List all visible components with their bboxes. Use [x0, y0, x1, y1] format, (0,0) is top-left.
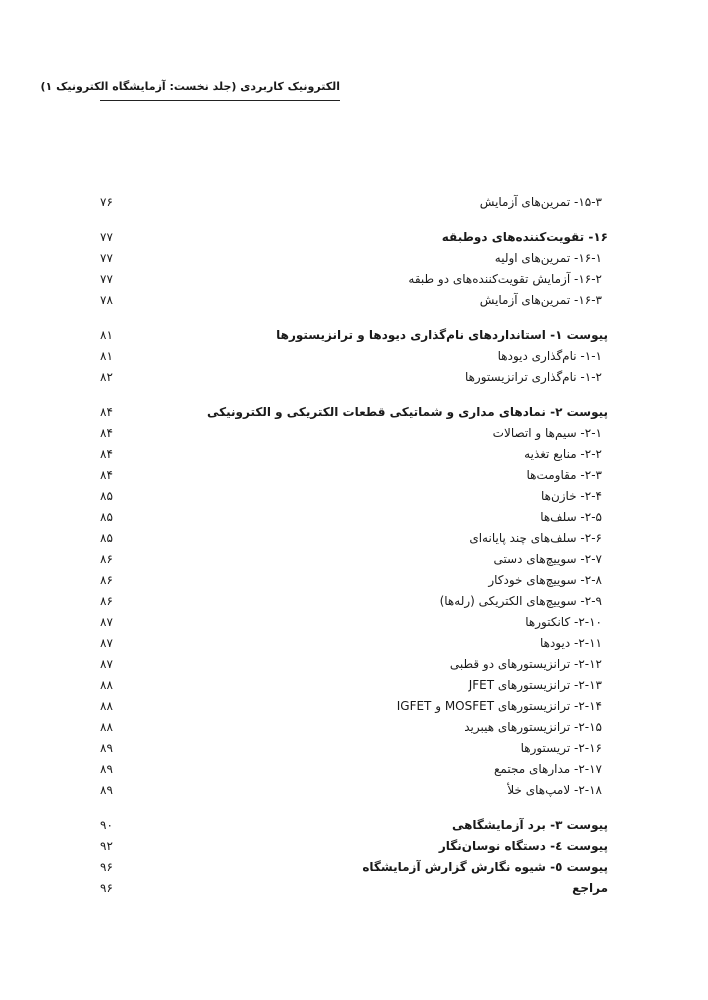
- toc-page-number: ۸۴: [100, 426, 113, 440]
- toc-section-row: [100, 227, 608, 248]
- table-of-contents: [100, 192, 608, 899]
- toc-section-row: [100, 815, 608, 836]
- toc-section-row: [100, 878, 608, 899]
- toc-entry-title: ۲-۸- سوییچ‌های خودکار: [488, 573, 602, 587]
- toc-page-number: ۸۹: [100, 762, 113, 776]
- toc-entry-title: ۲-۱۰- کانکتورها: [525, 615, 602, 629]
- toc-entry-title: مراجع: [572, 881, 608, 895]
- toc-entry-row: [100, 367, 608, 388]
- toc-entry-row: [100, 444, 608, 465]
- toc-section-row: [100, 402, 608, 423]
- toc-entry-row: [100, 780, 608, 801]
- toc-page-number: ۹۰: [100, 818, 113, 832]
- toc-entry-row: [100, 192, 608, 213]
- toc-entry-row: [100, 633, 608, 654]
- toc-page-number: ۸۴: [100, 405, 113, 419]
- toc-entry-row: [100, 269, 608, 290]
- toc-page-number: ۹۲: [100, 839, 113, 853]
- toc-entry-row: [100, 486, 608, 507]
- toc-entry-row: [100, 570, 608, 591]
- toc-entry-row: [100, 717, 608, 738]
- toc-page-number: ۸۶: [100, 594, 113, 608]
- toc-page-number: ۸۸: [100, 699, 113, 713]
- toc-page-number: ۸۲: [100, 370, 113, 384]
- toc-entry-title: ۲-۳- مقاومت‌ها: [526, 468, 602, 482]
- toc-entry-title: ۲-۱۷- مدارهای مجتمع: [494, 762, 602, 776]
- toc-entry-title: ۱۶-۱- تمرین‌های اولیه: [494, 251, 602, 265]
- toc-page-number: ۹۶: [100, 881, 113, 895]
- toc-section-row: [100, 836, 608, 857]
- toc-entry-row: [100, 465, 608, 486]
- toc-entry-title: پیوست ۲- نمادهای مداری و شماتیکی قطعات الکتریکی و الکترونیکی: [207, 405, 608, 419]
- toc-page-number: ۹۶: [100, 860, 113, 874]
- toc-entry-title: ۲-۶- سلف‌های چند پایانه‌ای: [469, 531, 602, 545]
- toc-entry-row: [100, 346, 608, 367]
- toc-page-number: ۸۹: [100, 741, 113, 755]
- toc-page-number: ۸۸: [100, 720, 113, 734]
- toc-page-number: ۸۷: [100, 657, 113, 671]
- toc-entry-title: ۱۶-۳- تمرین‌های آزمایش: [479, 293, 602, 307]
- toc-entry-title: ۲-۱۴- ترانزیستورهای MOSFET و IGFET: [396, 699, 602, 713]
- toc-entry-title: ۲-۱۵- ترانزیستورهای هیبرید: [464, 720, 602, 734]
- toc-page-number: ۸۷: [100, 636, 113, 650]
- toc-entry-row: [100, 738, 608, 759]
- toc-entry-title: ۱۶- تقویت‌کننده‌های دوطبقه: [441, 230, 608, 244]
- toc-entry-title: ۲-۱۲- ترانزیستورهای دو قطبی: [449, 657, 602, 671]
- toc-entry-row: [100, 759, 608, 780]
- toc-entry-title: ۲-۱۳- ترانزیستورهای JFET: [468, 678, 602, 692]
- toc-page-number: ۷۷: [100, 251, 113, 265]
- toc-section-row: [100, 857, 608, 878]
- toc-entry-title: ۲-۹- سوییچ‌های الکتریکی (رله‌ها): [439, 594, 602, 608]
- toc-entry-row: [100, 507, 608, 528]
- toc-page-number: ۷۸: [100, 293, 113, 307]
- toc-page-number: ۸۱: [100, 349, 113, 363]
- toc-page-number: ۸۵: [100, 531, 113, 545]
- toc-entry-row: [100, 675, 608, 696]
- toc-entry-row: [100, 696, 608, 717]
- toc-page-number: ۸۵: [100, 489, 113, 503]
- toc-page-number: ۸۷: [100, 615, 113, 629]
- toc-page-number: ۷۷: [100, 272, 113, 286]
- toc-page-number: ۷۷: [100, 230, 113, 244]
- toc-entry-row: [100, 290, 608, 311]
- running-header: الکترونیک کاربردی (جلد نخست: آزمایشگاه الکترونیک ۱): [40, 80, 340, 93]
- toc-entry-title: ۲-۱- سیم‌ها و اتصالات: [492, 426, 602, 440]
- toc-page-number: ۷۶: [100, 195, 113, 209]
- toc-page-number: ۸۴: [100, 447, 113, 461]
- toc-page-number: ۸۸: [100, 678, 113, 692]
- toc-entry-row: [100, 654, 608, 675]
- toc-entry-title: ۲-۱۸- لامپ‌های خلأ: [507, 783, 602, 797]
- toc-page-number: ۸۶: [100, 573, 113, 587]
- toc-entry-title: ۱-۱- نام‌گذاری دیودها: [497, 349, 602, 363]
- toc-page-number: ۸۹: [100, 783, 113, 797]
- toc-entry-row: [100, 612, 608, 633]
- toc-entry-title: ۲-۵- سلف‌ها: [540, 510, 602, 524]
- toc-entry-row: [100, 248, 608, 269]
- header-rule: [100, 100, 340, 101]
- toc-page-number: ۸۵: [100, 510, 113, 524]
- toc-entry-title: ۱-۲- نام‌گذاری ترانزیستورها: [464, 370, 602, 384]
- toc-page-number: ۸۱: [100, 328, 113, 342]
- toc-entry-title: پیوست ٤- دستگاه نوسان‌نگار: [438, 839, 608, 853]
- toc-entry-title: ۲-۷- سوییچ‌های دستی: [493, 552, 602, 566]
- toc-entry-row: [100, 549, 608, 570]
- toc-entry-title: ۲-۱۶- تریستورها: [520, 741, 602, 755]
- toc-section-row: [100, 325, 608, 346]
- toc-entry-title: ۲-۲- منابع تغذیه: [524, 447, 602, 461]
- toc-entry-title: پیوست ۳- برد آزمایشگاهی: [451, 818, 608, 832]
- toc-page-number: ۸۴: [100, 468, 113, 482]
- toc-entry-title: پیوست ۱- استانداردهای نام‌گذاری دیودها و ترانزیستورها: [276, 328, 608, 342]
- toc-entry-row: [100, 423, 608, 444]
- toc-entry-row: [100, 591, 608, 612]
- toc-entry-row: [100, 528, 608, 549]
- toc-entry-title: ۲-۴- خازن‌ها: [540, 489, 602, 503]
- toc-entry-title: ۱۵-۳- تمرین‌های آزمایش: [479, 195, 602, 209]
- toc-entry-title: پیوست ٥- شیوه نگارش گزارش آزمایشگاه: [362, 860, 608, 874]
- toc-entry-title: ۲-۱۱- دیودها: [539, 636, 602, 650]
- toc-page-number: ۸۶: [100, 552, 113, 566]
- toc-entry-title: ۱۶-۲- آزمایش تقویت‌کننده‌های دو طبقه: [408, 272, 602, 286]
